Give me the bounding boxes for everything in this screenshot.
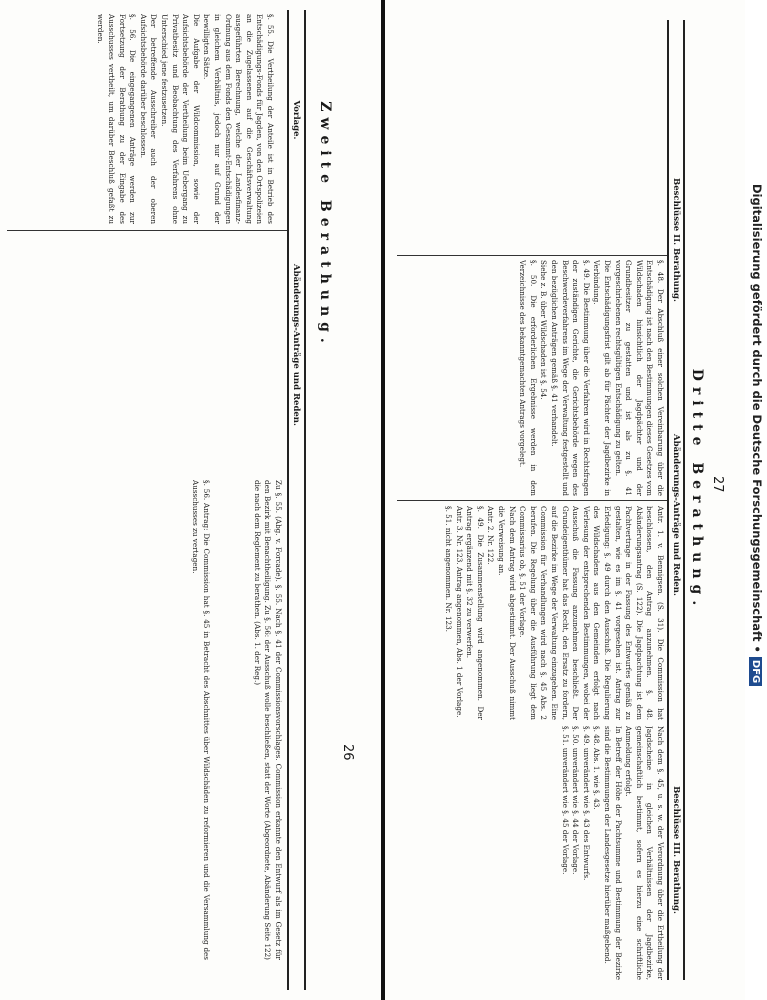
p27-divider-1 <box>397 255 667 256</box>
page-27-content <box>385 0 745 1000</box>
beschluesse-2-text: §. 48. Der Abschluß einer solchen Vereinbarung über die Entschädigung ist nach den Bestimmungen dieses Gesetzes vom Wildschaden hinsichtlich der Jagdpächter und der Grundbesitzer zu gestatten und ist als zu §. 41 vorgeschriebenen rechtsgültigen Entschädigung zu gelten. Die Entschädigungsfrist gilt ab für Pächter der Jagdbezirke in Verbindung. §. 49. Die Bestimmung über die Verfahren wird in Rechtsfragen der zuständigen Gerichte, die Gerichtsbehörde wegen des Beschwerdeverfahrens im Wege der Verwaltung festgestellt und den bezüglichen Anträgen gemäß §. 41 verhandelt. Siehe z. B. über Wildschaden ist §. 54. §. 50. Die erforderlichen Ergebnisse werden in dem Verzeichnisse des bekanntgemachten Antrags vorgelegt. <box>518 260 665 496</box>
page-number-26: 26 <box>340 744 355 761</box>
dfg-footer-text: Digitalisierung gefördert durch die Deutsche Forschungsgemeinschaft • <box>750 184 764 653</box>
p27-header-rule-top <box>684 20 686 980</box>
column-head-vorlage: Vorlage. <box>291 100 301 140</box>
column-head-beschluesse-3: Beschlüsse III. Berathung. <box>671 786 681 914</box>
column-head-beschluesse-2: Beschlüsse II. Berathung. <box>671 178 681 302</box>
header-rule-bottom <box>288 10 290 990</box>
vorlage-text: §. 55. Die Vertheilung der Anteile ist in Betrieb des Entschädigungs-Fonds für Jagden, von den Ortspolizeien an die Zugelassenen auf die Geschäftsverwaltung ausgeführten Berechnung, welche der Landesfinanz-Ordnung aus dem Fonds den Gesammt-Entschädigungen in gleichem Verhältnis, jedoch nur auf Grund der bewilligten Sätze. Die Aufgabe der Wildcommission, sowie der Aufsichtsbehörde der Vertheilung beim Uebergang zu Privatbesitz und Beobachtung des Verfahrens ohne Unterschied jene festzusetzen. Der betreffende Ausschreiber auch der oberen Aufsichtsbehörde darüber beschlossen. §. 56. Die eingegangenen Anträge werden zur Fortsetzung der Berathung zu der Eingabe des Ausschusses vertheilt, um darüber Beschluß gefaßt zu werden. <box>96 14 275 224</box>
page-27-title: Dritte Berathung. <box>689 368 705 612</box>
dfg-logo: DFG <box>749 657 762 686</box>
antraege-text-2: §. 56. Antrag: Die Commission hat §. 45 in Betracht des Abschnittes über Wildschäden zu reformieren und die Versammlung des Ausschusses zu vertagen. <box>191 480 211 960</box>
dfg-footer <box>746 4 767 996</box>
page-26-content <box>0 0 383 1000</box>
header-rule-top <box>305 10 307 990</box>
page-number-27: 27 <box>710 476 725 493</box>
antraege-27-text: Antr. 1. v. Bennigsen. (S. 31). Die Commission hat beschlossen, den Antrag anzunehmen. §. 48. Abänderungsantrag (S. 122). Die Jagdpachtung ist dem Pachtvertrage in der Fassung des Entwurfes gemäß zu gestalten, wie es im §. 41 vorgesehen ist. Antrag zur Erledigung: §. 49 durch den Ausschuß. Die Regulierung des Wildschadens aus den Gemeinden erfolgt nach Verlesung der entsprechenden Bestimmungen, wobei der Ausschuß die Fassung anzunehmen beschließt. Der Grundeigenthümer hat das Recht, den Ersatz zu fordern, auf die Bezirke im Wege der Verwaltung einzugehen. Eine Commission für Verhandlungen wird nach §. 45 Abs. 2 berufen. Die Regelung über die Ausführung liegt dem Commissarius ob, §. 51 der Vorlage. Nach dem Antrag wird abgestimmt. Der Ausschuß nimmt die Verweisung an. Antr. 2. Nr. 122. §. 49. Die Zusammenstellung wird angenommen. Der Antrag ergänzend mit §. 32 zu verwerfen. Antr. 3. Nr. 123. Antrag angenommen, Abs. 1 der Vorlage. §. 51. nicht angenommen. Nr. 123. <box>444 506 665 720</box>
p27-header-rule-bottom <box>668 20 670 980</box>
p27-divider-2 <box>397 500 667 501</box>
column-head-antraege-27: Abänderungs-Anträge und Reden. <box>671 434 681 596</box>
page-26-title: Zweite Berathung. <box>317 101 333 349</box>
column-divider <box>7 230 287 231</box>
column-head-antraege: Abänderungs-Anträge und Reden. <box>291 264 301 426</box>
beschluesse-3-text: Nach dem §. 45, u. s. w. der Verordnung über die Ertheilung der Jagdscheine in gleichen Verhältnissen der Jagdbezirke, gemeinschaftlich bestimmt, sofern es hierzu eine schriftliche Anmeldung erfolgt. In Betreff der Höhe der Pachtsumme und Bestimmung der Bezirke sind die Bestimmungen der Landesgesetze hierüber maßgebend. §. 48. Abs. 1. wie §. 43. §. 49. unverändert wie §. 43 des Entwurfs. §. 50. unverändert wie §. 44 der Vorlage. §. 51. unverändert wie §. 45 der Vorlage. <box>560 726 665 980</box>
antraege-text: Zu §. 55. (Abg. v. Forcade). §. 55. Nach §. 41 der Commissionsvorschlages. Commission erkannte den Entwurf als im Gesetz für den Bezirk mit Benachtheiligung. Zu §. 56: der Ausschuß wolle beschließen, statt der Worte (Abgeordnete, Abänderung Seite 122) die nach dem Reglement zu berathen. (Abs. 1. der Reg.) <box>252 480 283 960</box>
